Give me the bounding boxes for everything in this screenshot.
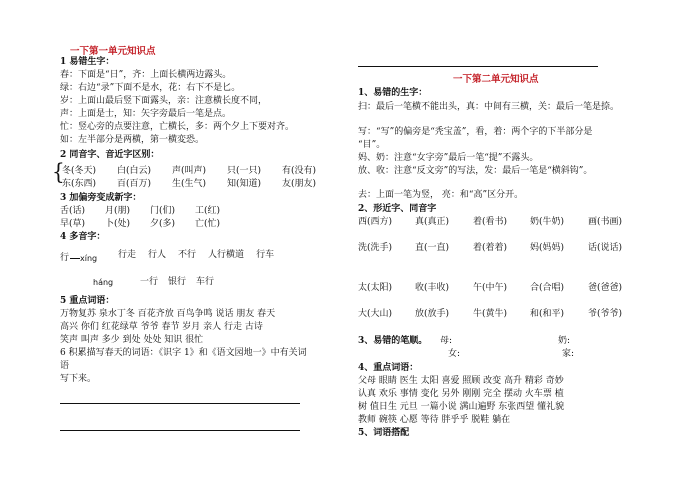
writing-line: [60, 403, 300, 404]
right-s2-row: [358, 283, 643, 294]
word: 不行: [178, 250, 197, 260]
word: 人行横道: [208, 250, 245, 260]
right-s4-line: 父母 眼睛 医生 太阳 喜爱 照顾 改变 高升 精彩 奇妙: [358, 376, 564, 386]
word-pair: 收(丰收): [415, 283, 450, 293]
left-s5-line: 高兴 你们 红花绿草 爷爷 春节 岁月 亲人 行走 古诗: [60, 322, 263, 332]
word-pair: 太(太阳): [358, 283, 393, 293]
word-pair: 百(百万): [117, 179, 152, 189]
word-pair: 东(东西): [62, 179, 97, 189]
right-s1-heading: 1、易错的生字：: [358, 88, 428, 98]
left-s1-line: 声：上面是士，知：矢字旁最后一笔是点。: [60, 109, 232, 119]
word-pair: 白(白云): [117, 166, 152, 176]
right-s1-line: 写：“写”的偏旁是“秃宝盖”，看，着：两个字的下半部分是: [358, 127, 593, 137]
stroke-order-label: 奶:: [558, 336, 571, 346]
word-pair: 合(合唱): [530, 283, 565, 293]
right-s2-heading: 2、形近字、同音字: [358, 204, 437, 214]
right-s4-line: 树 值日生 元旦 一篇小说 满山遍野 东张西望 懂礼貌: [358, 402, 565, 412]
stroke-order-label: 女:: [448, 349, 461, 359]
left-s5-line: 笑声 叫声 多少 到处 处处 知识 很忙: [60, 335, 204, 345]
left-s1-line: 忙：竖心旁的点要注意，亡横长，多：两个夕上下要对齐。: [60, 122, 295, 132]
word-pair: 午(中午): [473, 283, 508, 293]
word-pair: 话(说话): [588, 243, 623, 253]
left-s2-row: [62, 166, 337, 177]
polyphone-words: [140, 277, 214, 288]
right-s4-line: 认真 欢乐 事情 变化 另外 刚刚 完全 摆动 火车票 植: [358, 389, 564, 399]
left-s1-line: 绿：右边“录”下面不是水，花：右下不是匕。: [60, 83, 241, 93]
right-s1-line: 去：上面一笔为竖， 亮：和“高”区分开。: [358, 190, 524, 200]
left-s4-heading: 4 多音字：: [60, 232, 106, 242]
top-rule: [358, 66, 598, 67]
word-pair: 生(生气): [172, 179, 207, 189]
left-s3-row: [60, 206, 240, 217]
right-s4-heading: 4、重点词语：: [358, 363, 419, 373]
word-pair: 卜(处): [105, 219, 131, 229]
word-pair: 早(草): [60, 219, 86, 229]
word-pair: 夕(多): [150, 219, 176, 229]
word-pair: 爷(爷爷): [588, 309, 623, 319]
left-s3-row: [60, 219, 240, 230]
word-pair: 大(大山): [358, 309, 393, 319]
brace-mark: {: [52, 158, 65, 186]
left-s2-row: [62, 179, 337, 190]
right-s1-line: 妈、奶：注意“女字旁”最后一笔“提”不露头。: [358, 153, 539, 163]
word: 一行: [140, 277, 159, 287]
word: 行走: [118, 250, 137, 260]
word-pair: 爸(爸爸): [588, 283, 623, 293]
pinyin-hang: háng: [93, 278, 114, 287]
word-pair: 冬(冬天): [62, 166, 97, 176]
writing-line: [60, 430, 300, 431]
word-pair: 声(叫声): [172, 166, 207, 176]
word-pair: 和(和平): [530, 309, 565, 319]
right-s2-row: [358, 309, 643, 320]
left-s5-line: 万物复苏 泉水丁冬 百花齐放 百鸟争鸣 说话 朋友 春天: [60, 309, 276, 319]
stroke-order-label: 母:: [440, 336, 453, 346]
left-title: 一下第一单元知识点: [70, 46, 156, 57]
connector-line: [70, 258, 80, 259]
left-s5-heading: 5 重点词语：: [60, 296, 115, 306]
word-pair: 放(放手): [415, 309, 450, 319]
word-pair: 牛(黄牛): [473, 309, 508, 319]
right-s5-heading: 5、词语搭配: [358, 428, 410, 438]
right-s1-line: 放、收：注意“反文旁”的写法，发：最后一笔是“横斜钩”。: [358, 166, 593, 176]
left-s6-line: 6 积累描写春天的词语：《识字 1》和《语文园地一》中有关词: [60, 348, 307, 358]
left-s6-line: 语: [60, 361, 70, 371]
word-pair: 着(看书): [473, 217, 508, 227]
word-pair: 舌(话): [60, 206, 86, 216]
word: 车行: [196, 277, 215, 287]
word-pair: 西(西方): [358, 217, 393, 227]
word-pair: 有(没有): [282, 166, 317, 176]
word-pair: 妈(妈妈): [530, 243, 565, 253]
word-pair: 知(知道): [227, 179, 262, 189]
word-pair: 亡(忙): [195, 219, 221, 229]
left-s1-line: 如：左半部分是两横，第一横変恐。: [60, 135, 205, 145]
word-pair: 月(朋): [105, 206, 131, 216]
word-pair: 直(一直): [415, 243, 450, 253]
stroke-order-label: 家:: [562, 349, 575, 359]
left-s1-heading: 1 易错生字：: [60, 57, 115, 67]
polyphone-char: 行: [60, 253, 70, 263]
right-s3-heading: 3、易错的笔顺。: [358, 336, 428, 346]
left-s1-line: 岁：上面山最后竖下面露头，亲：注意横长度不同，: [60, 96, 268, 106]
right-title: 一下第二单元知识点: [453, 74, 539, 85]
left-s3-heading: 3 加偏旁变成新字：: [60, 193, 142, 203]
word-pair: 友(朋友): [282, 179, 317, 189]
right-s1-line: 扫：最后一笔横不能出头，真：中间有三横，关：最后一笔是捺。: [358, 102, 620, 112]
word-pair: 洗(洗手): [358, 243, 393, 253]
word-pair: 只(一只): [227, 166, 262, 176]
right-s2-row: [358, 243, 643, 254]
word: 银行: [168, 277, 187, 287]
word-pair: 奶(牛奶): [530, 217, 565, 227]
left-s1-line: 春：下面是“日”，齐：上面长横两边露头。: [60, 70, 232, 80]
word: 行人: [148, 250, 167, 260]
right-s2-row: [358, 217, 643, 228]
polyphone-words: [118, 250, 274, 261]
left-s2-heading: 2 同音字、音近字区别：: [60, 150, 160, 160]
right-s1-line: “目”。: [358, 140, 386, 150]
word-pair: 着(着着): [473, 243, 508, 253]
word-pair: 门(们): [150, 206, 176, 216]
right-s4-line: 教师 碗筷 心愿 等待 胖乎乎 脱鞋 躺在: [358, 415, 511, 425]
word: 行车: [256, 250, 275, 260]
word-pair: 画(书画): [588, 217, 623, 227]
left-s6-line: 写下来。: [60, 374, 97, 384]
pinyin-xing: xíng: [80, 254, 98, 263]
word-pair: 工(红): [195, 206, 221, 216]
word-pair: 真(真正): [415, 217, 450, 227]
